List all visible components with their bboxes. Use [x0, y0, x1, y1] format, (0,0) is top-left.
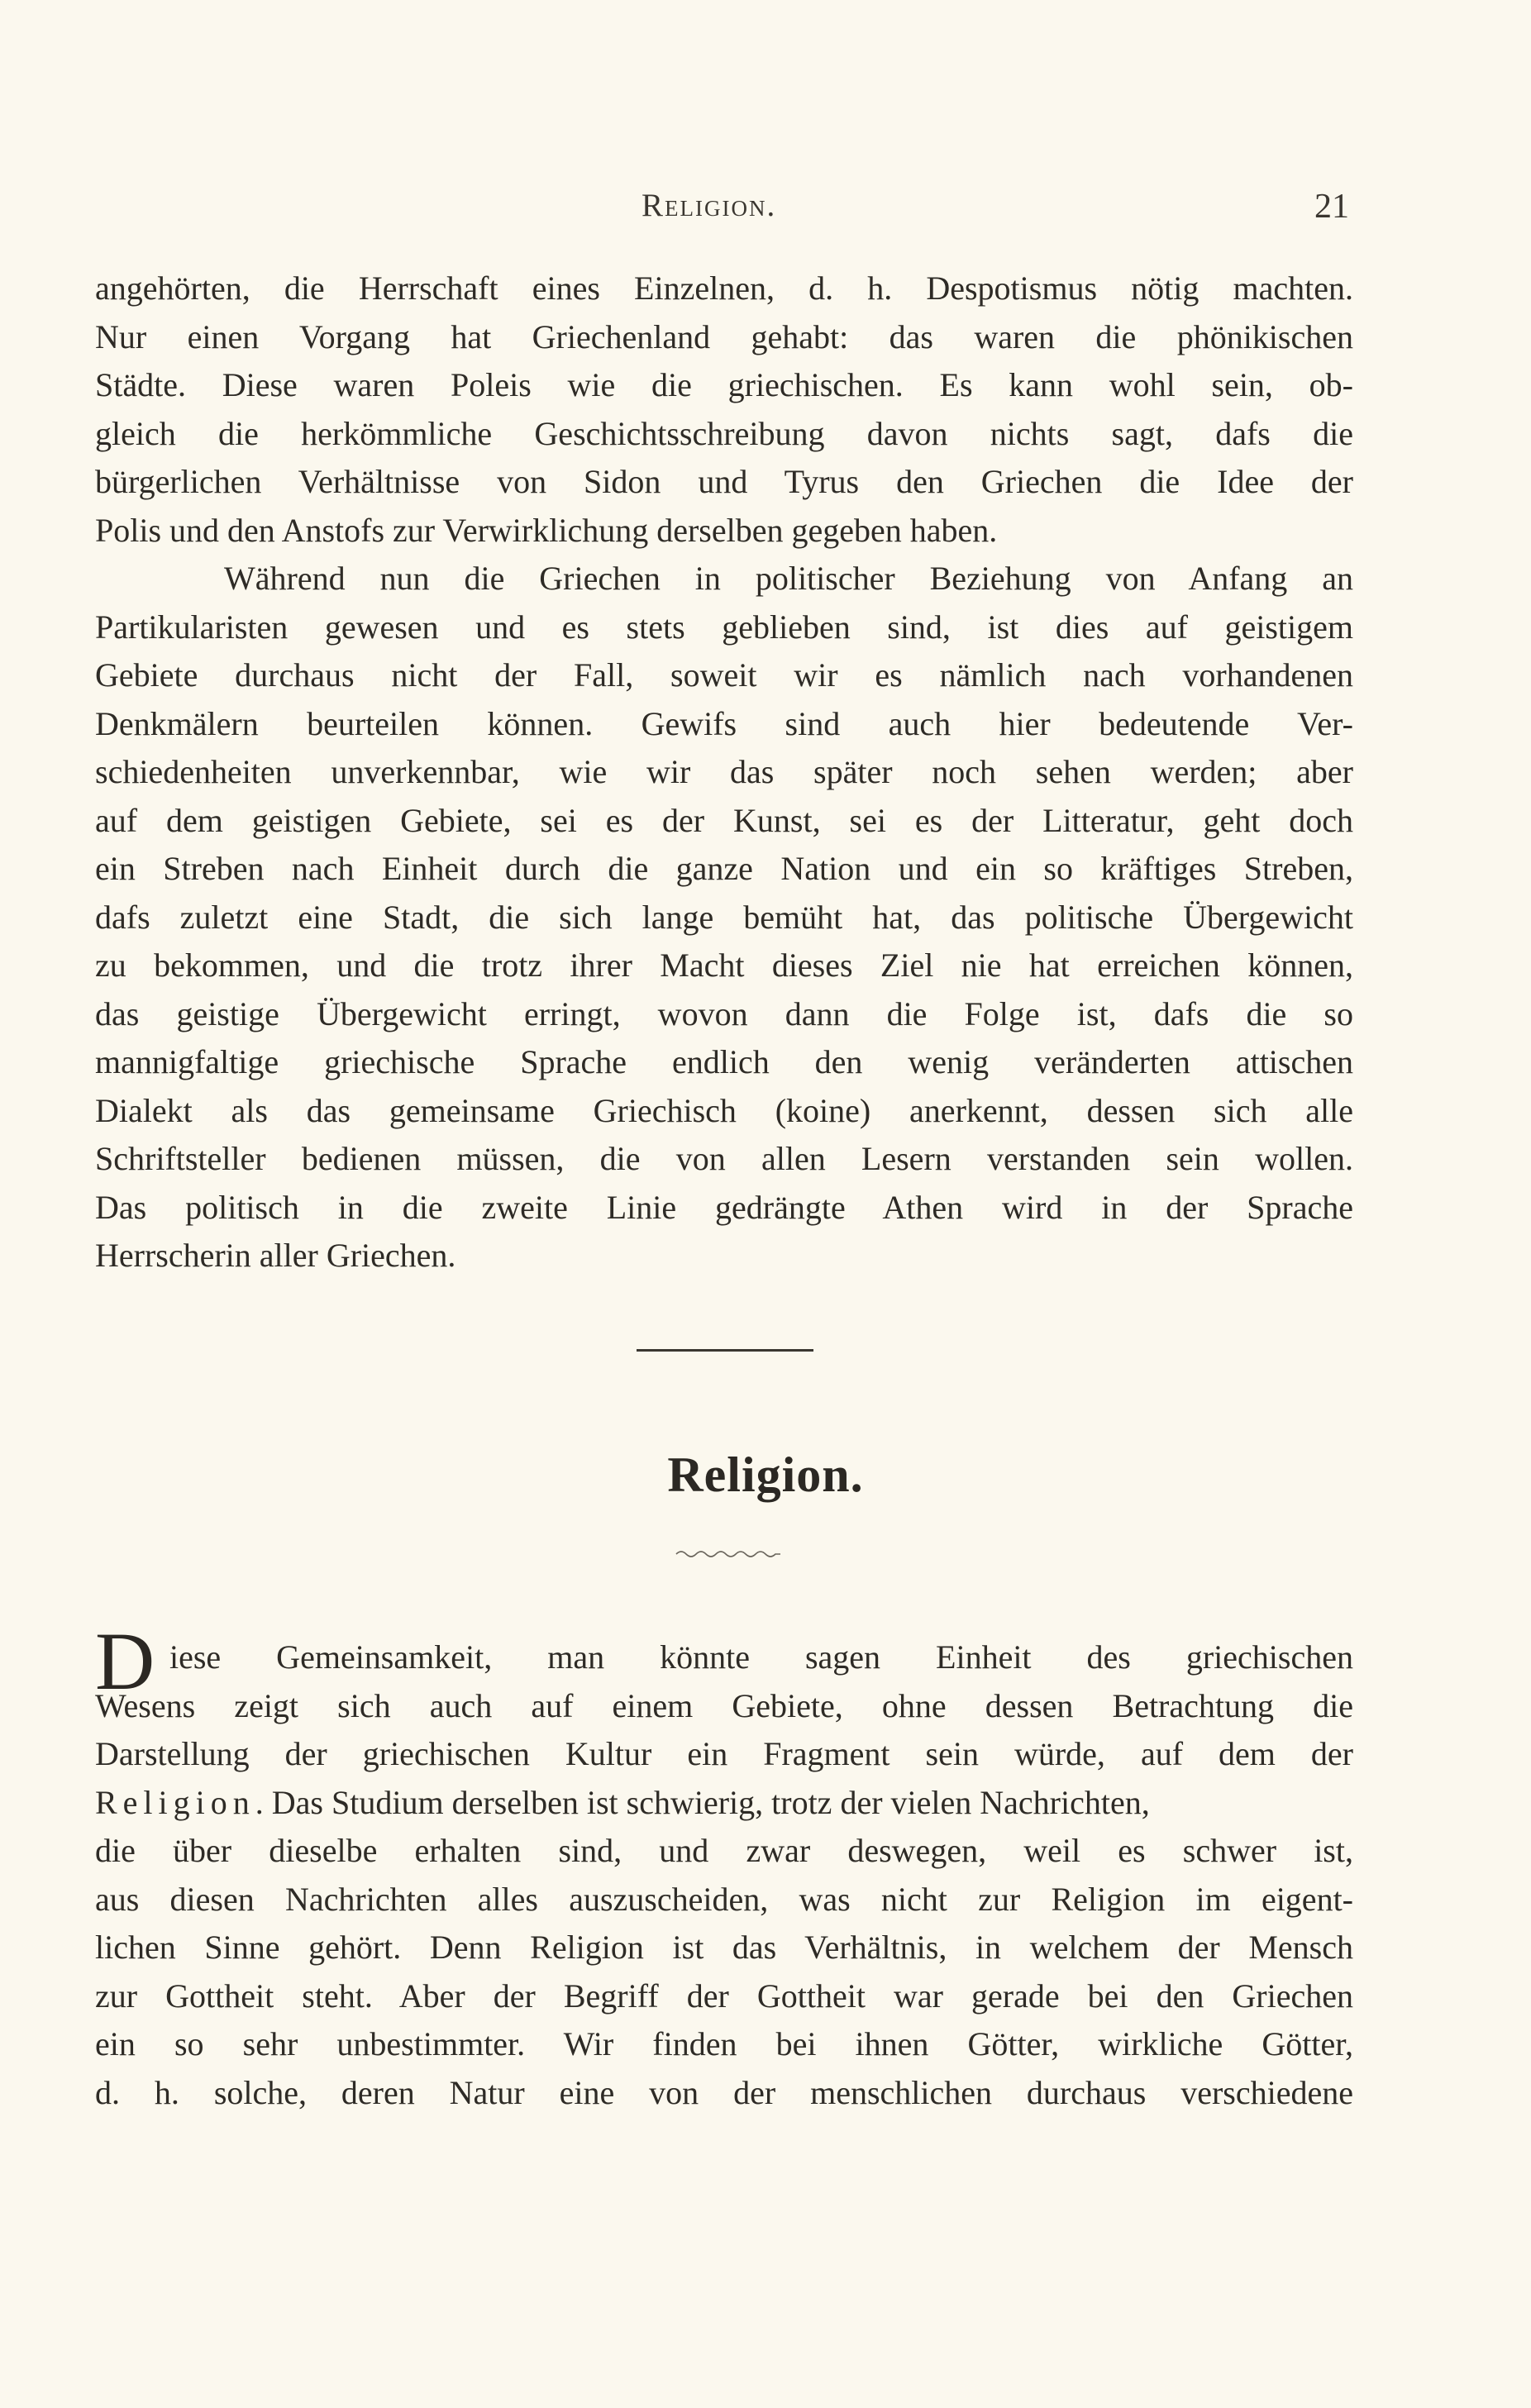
emphasized-word: Religion [95, 1783, 255, 1821]
text-line: Wesens zeigt sich auch auf einem Gebiete, ohne dessen Betrachtung die [95, 1686, 1353, 1724]
text-line: Denkmälern beurteilen können. Gewifs sind auch hier bedeutende Ver- [95, 704, 1353, 742]
text-line: aus diesen Nachrichten alles auszuscheiden, was nicht zur Religion im eigent- [95, 1880, 1353, 1918]
text-line: lichen Sinne gehört. Denn Religion ist das Verhältnis, in welchem der Mensch [95, 1929, 1353, 1966]
text-line: schiedenheiten unverkennbar, wie wir das später noch sehen werden; aber [95, 753, 1353, 790]
text-line: auf dem geistigen Gebiete, sei es der Kunst, sei es der Litteratur, geht doch [95, 801, 1353, 839]
text-line: Partikularisten gewesen und es stets geblieben sind, ist dies auf geistigem [95, 608, 1353, 646]
section-title: Religion. [667, 1447, 864, 1502]
ornament-wave-icon [675, 1547, 782, 1561]
text-line: Schriftsteller bedienen müssen, die von allen Lesern verstanden sein wollen. [95, 1140, 1353, 1177]
religion-paragraph [95, 1633, 1353, 2117]
text-line: iese Gemeinsamkeit, man könnte sagen Einheit des griechischen [169, 1638, 1353, 1676]
text-line: das geistige Übergewicht erringt, wovon dann die Folge ist, dafs die so [95, 994, 1353, 1032]
text-line: Nur einen Vorgang hat Griechenland gehabt: das waren die phönikischen [95, 317, 1353, 355]
running-title: Religion. [641, 188, 777, 223]
text-line: ein Streben nach Einheit durch die ganze Nation und ein so kräftiges Streben, [95, 850, 1353, 887]
text-line: Polis und den Anstofs zur Verwirklichung derselben gegeben haben. [95, 511, 998, 549]
text-line: mannigfaltige griechische Sprache endlich den wenig veränderten attischen [95, 1043, 1353, 1080]
page-number: 21 [1314, 188, 1349, 226]
intro-paragraph [95, 265, 1353, 1280]
text-line: angehörten, die Herrschaft eines Einzelnen, d. h. Despotismus nötig machten. [95, 269, 1353, 307]
text-line: Das politisch in die zweite Linie gedrängte Athen wird in der Sprache [95, 1188, 1353, 1226]
text-line: zu bekommen, und die trotz ihrer Macht dieses Ziel nie hat erreichen können, [95, 947, 1353, 984]
running-header [641, 187, 1349, 236]
text-line: zur Gottheit steht. Aber der Begriff der Gottheit war gerade bei den Griechen [95, 1976, 1353, 2015]
section-divider-rule [637, 1349, 813, 1352]
text-line: ein so sehr unbestimmter. Wir finden bei ihnen Götter, wirkliche Götter, [95, 2025, 1353, 2062]
dropcap-letter: D [95, 1615, 155, 1707]
text-line: Während nun die Griechen in politischer Beziehung von Anfang an [224, 560, 1353, 597]
text-line: gleich die herkömmliche Geschichtsschreibung davon nichts sagt, dafs die [95, 414, 1353, 452]
text-line: dafs zuletzt eine Stadt, die sich lange bemüht hat, das politische Übergewicht [95, 898, 1353, 936]
text-line: d. h. solche, deren Natur eine von der menschlichen durchaus verschiedene [95, 2073, 1353, 2111]
text-line: Dialekt als das gemeinsame Griechisch (koine) anerkennt, dessen sich alle [95, 1091, 1353, 1129]
text-line: Gebiete durchaus nicht der Fall, soweit wir es nämlich nach vorhandenen [95, 656, 1353, 694]
text-line: Herrscherin aller Griechen. [95, 1237, 456, 1274]
text-line-rest: . Das Studium derselben ist schwierig, trotz der vielen Nachrichten, [255, 1783, 1150, 1821]
text-line: bürgerlichen Verhältnisse von Sidon und Tyrus den Griechen die Idee der [95, 463, 1353, 500]
text-line: Darstellung der griechischen Kultur ein Fragment sein würde, auf dem der [95, 1735, 1353, 1772]
text-line: die über dieselbe erhalten sind, und zwar deswegen, weil es schwer ist, [95, 1832, 1353, 1869]
text-line [95, 1779, 1353, 1828]
text-line: Städte. Diese waren Poleis wie die griechischen. Es kann wohl sein, ob- [95, 366, 1353, 403]
